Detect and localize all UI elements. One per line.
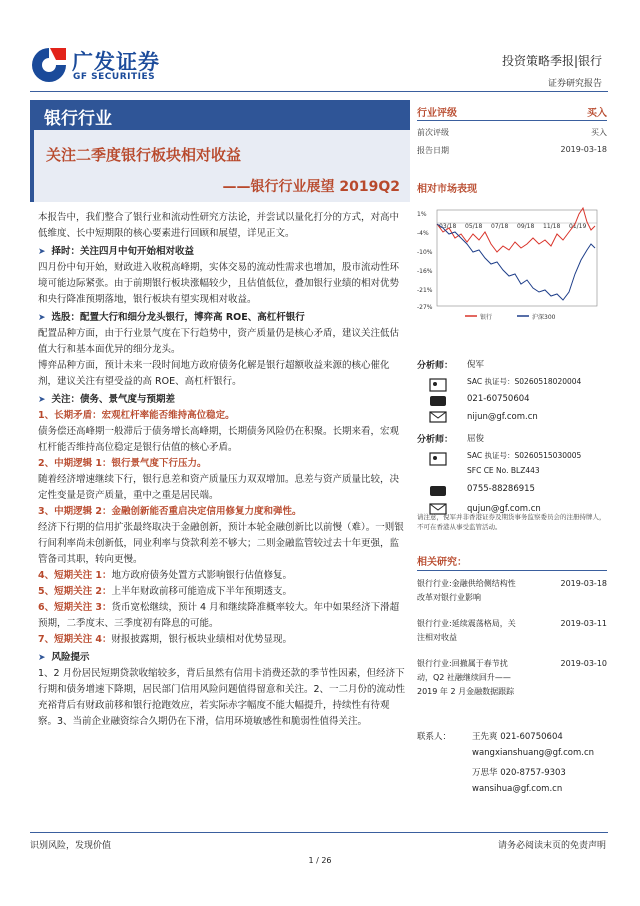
analyst-label: 分析师： [417, 361, 454, 371]
footer-disclaimer: 请务必阅读末页的免责声明 [497, 841, 606, 851]
focus-item [38, 568, 408, 584]
report-type: 投资策略季报|银行 [501, 54, 602, 68]
bank-series-line [437, 208, 595, 252]
report-subtitle: 证券研究报告 [547, 79, 602, 89]
related-item-date: 2019-03-10 [560, 659, 607, 668]
title-block [30, 100, 410, 202]
item-head: 5、短期关注 2： [38, 586, 112, 597]
contact-1-email[interactable]: wangxianshuang@gf.com.cn [472, 748, 595, 758]
main-body [38, 210, 408, 730]
analyst-email[interactable]: nijun@gf.com.cn [467, 412, 538, 422]
item-text: 上半年财政前移可能造成下半年预期透支。 [111, 586, 293, 597]
risk-text: 1、2 月份居民短期贷款收缩较多，背后虽然有信用卡消费还款的季节性因素，但经济下行期和债务增速下降期，居民部门信用风险问题值得留意和关注。2、一二月份的流动性充裕背后有财政前移和银行抢跑效应，若实际赤字幅度不能大幅提升，持续性有待观察。3、当前企业融资综合久期仍在下滑，信用环境敏感性和脆弱性值得关注。 [38, 668, 406, 727]
item-head: 3、中期逻辑 2：金融创新能否重启决定信用修复力度和弹性。 [38, 506, 302, 517]
related-item-title[interactable]: 动，Q2 社融继续回升—— [417, 673, 511, 682]
x-tick: 07/18 [491, 223, 509, 230]
analyst-email[interactable]: qujun@gf.com.cn [467, 504, 541, 514]
focus-item [38, 584, 408, 600]
arrow-icon: ➤ [38, 395, 46, 405]
section-text: 配置品种方面，由于行业景气度在下行趋势中，资产质量仍是核心矛盾，建议关注低估值大行和基本面优异的细分龙头。 [38, 328, 400, 355]
analyst-label: 分析师： [417, 435, 454, 445]
related-item-date: 2019-03-18 [560, 579, 607, 588]
gf-logo-icon [30, 46, 68, 84]
legend-hs300: 沪深300 [532, 314, 556, 321]
intro-paragraph: 本报告中，我们整合了银行业和流动性研究方法论，并尝试以量化打分的方式，对高中低维度、长中短期限的核心要素进行回顾和展望，详见正文。 [38, 212, 400, 239]
company-logo [30, 44, 180, 88]
item-head: 4、短期关注 1： [38, 570, 112, 581]
report-title: 关注二季度银行板块相对收益 [46, 146, 242, 164]
related-divider [417, 570, 607, 571]
analyst-sfc: SFC CE No. BLZ443 [467, 466, 540, 475]
header-divider [30, 91, 608, 92]
item-head: 6、短期关注 3： [38, 602, 112, 613]
related-head: 相关研究： [417, 557, 467, 568]
section-head: 关注：债务、景气度与预期差 [51, 394, 176, 405]
related-item-title[interactable]: 注相对收益 [417, 633, 457, 642]
analyst-sac: SAC 执证号：S0260518020004 [467, 377, 582, 386]
x-tick: 09/18 [517, 223, 535, 230]
analyst-block-1 [417, 358, 607, 430]
footer-divider [30, 832, 608, 833]
y-tick: -16% [417, 268, 433, 275]
related-item-title[interactable]: 银行行业:延续震荡格局，关 [417, 619, 516, 628]
rating-divider [417, 120, 607, 121]
related-item-title[interactable]: 2019 年 2 月金融数据跟踪 [417, 687, 515, 696]
section-head: 风险提示 [51, 652, 90, 663]
market-chart [417, 204, 607, 324]
page-number: 1 / 26 [308, 856, 332, 865]
y-tick: -27% [417, 304, 433, 311]
prev-rating-value: 买入 [591, 128, 607, 137]
section-stock-selection [38, 310, 408, 326]
item-text: 货币宽松继续，预计 4 月和继续降准概率较大。年中如果经济下滑超预期，二季度末、三季度初有降息的可能。 [38, 602, 400, 629]
x-tick: 05/18 [465, 223, 483, 230]
industry-banner: 银行行业 [34, 100, 410, 130]
logo-text-cn: 广发证券 [72, 50, 160, 74]
contacts-label: 联系人： [417, 732, 452, 742]
focus-item [38, 408, 408, 424]
section-text: 博弈品种方面，预计未来一段时间地方政府债务化解是银行超额收益来源的核心催化剂，建议关注有望受益的高 ROE、高杠杆银行。 [38, 360, 390, 387]
logo-text-en: GF SECURITIES [73, 72, 156, 82]
item-text: 经济下行期的信用扩张最终取决于金融创新，预计本轮金融创新比以前慢（难）。一则银行间利率尚未创新低，同业利率与贷款利差不够大；二则金融监管较过去十年更强，监管备司其职，转向更慢。 [38, 522, 404, 565]
item-text: 债务偿还高峰期一般滞后于债务增长高峰期，长期债务风险仍在积聚。长期来看，宏观杠杆能否维持高位稳定是银行估值的核心矛盾。 [38, 426, 400, 453]
contact-2: 万思华 020-8757-9303 [472, 768, 566, 778]
compliance-note: 请注意，倪军并非香港证券及期货事务监察委员会的注册持牌人，不可在香港从事受监管活动。 [417, 513, 606, 531]
footer-slogan: 识别风险，发现价值 [30, 841, 112, 851]
analyst-block-2 [417, 432, 607, 524]
arrow-icon: ➤ [38, 653, 46, 663]
arrow-icon: ➤ [38, 247, 46, 257]
x-tick: 01/19 [569, 223, 587, 230]
analyst-phone: 021-60750604 [467, 394, 530, 404]
analyst-phone: 0755-88286915 [467, 484, 535, 494]
related-item-title[interactable]: 银行行业:回撤属于春节扰 [417, 659, 508, 668]
analyst-name: 倪军 [467, 360, 485, 370]
focus-item [38, 504, 408, 520]
contact-2-email[interactable]: wansihua@gf.com.cn [472, 784, 563, 794]
x-tick: 03/18 [439, 223, 457, 230]
legend-bank: 银行 [480, 314, 493, 321]
section-focus [38, 392, 408, 408]
y-tick: -21% [417, 287, 433, 294]
report-date-label: 报告日期 [417, 146, 449, 155]
related-item-title[interactable]: 改革对银行业影响 [417, 593, 481, 602]
y-tick: 1% [417, 211, 427, 218]
focus-item [38, 456, 408, 472]
analyst-name: 屈俊 [467, 434, 485, 444]
item-head: 7、短期关注 4： [38, 634, 112, 645]
analyst-sac: SAC 执证号：S0260515030005 [467, 451, 582, 460]
report-subtitle-line: ——银行行业展望 2019Q2 [222, 179, 400, 195]
x-tick: 11/18 [543, 223, 561, 230]
focus-item [38, 632, 408, 648]
contacts-block [417, 730, 607, 830]
rating-value: 买入 [587, 108, 607, 119]
related-item-title[interactable]: 银行行业:金融供给侧结构性 [417, 579, 516, 588]
section-risk [38, 650, 408, 666]
rating-panel [417, 104, 607, 161]
prev-rating-label: 前次评级 [417, 128, 449, 137]
id-card-icon [429, 452, 447, 518]
contact-1: 王先爽 021-60750604 [472, 732, 563, 742]
section-head: 择时：关注四月中旬开始相对收益 [51, 246, 195, 257]
y-tick: -10% [417, 249, 433, 256]
section-head: 选股：配置大行和细分龙头银行，博弈高 ROE、高杠杆银行 [51, 312, 305, 323]
item-text: 随着经济增速继续下行，银行息差和资产质量压力双双增加。息差与资产质量比较，决定性变量是资产质量，重中之重是居民端。 [38, 474, 400, 501]
item-text: 地方政府债务处置方式影响银行估值修复。 [111, 570, 293, 581]
related-item-date: 2019-03-11 [560, 619, 607, 628]
hs300-series-line [437, 224, 595, 300]
rating-label: 行业评级 [417, 108, 457, 119]
report-date-value: 2019-03-18 [560, 145, 607, 154]
item-head: 2、中期逻辑 1：银行景气度下行压力。 [38, 458, 207, 469]
market-chart-title: 相对市场表现 [417, 184, 477, 195]
item-text: 财报披露期，银行板块业绩相对优势显现。 [111, 634, 293, 645]
section-timing [38, 244, 408, 260]
arrow-icon: ➤ [38, 313, 46, 323]
section-text: 四月份中旬开始，财政进入收税高峰期，实体交易的流动性需求也增加，股市流动性环境可能边际紧张。由于前期银行板块涨幅较少，且估值低位，叠加银行业绩的相对优势和央行降准预期落地，银行板块有望实现相对收益。 [38, 262, 400, 305]
focus-item [38, 600, 408, 632]
item-head: 1、长期矛盾：宏观杠杆率能否维持高位稳定。 [38, 410, 235, 421]
y-tick: -4% [417, 230, 429, 237]
related-research [417, 553, 607, 707]
id-card-icon [429, 378, 447, 424]
